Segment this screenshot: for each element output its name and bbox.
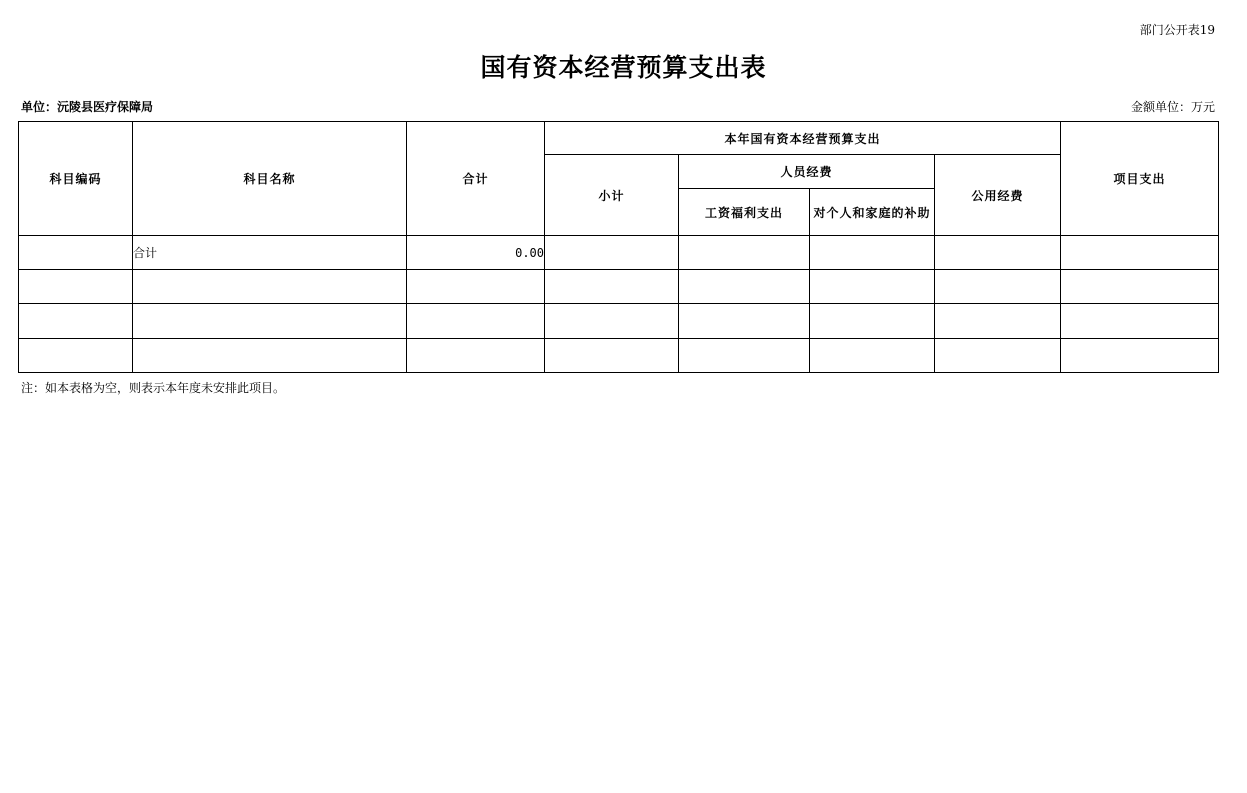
cell-subsidies [810, 304, 935, 339]
cell-code [19, 270, 133, 304]
cell-code [19, 304, 133, 339]
cell-name [133, 339, 407, 373]
header-public-expenses: 公用经费 [935, 155, 1061, 236]
cell-code [19, 339, 133, 373]
cell-total [407, 270, 545, 304]
header-total: 合计 [407, 122, 545, 236]
cell-total: 0.00 [407, 236, 545, 270]
cell-subtotal [545, 270, 679, 304]
cell-wages [679, 236, 810, 270]
cell-code [19, 236, 133, 270]
header-personal-family-subsidies: 对个人和家庭的补助 [810, 189, 935, 236]
table-row [19, 304, 1219, 339]
cell-name [133, 270, 407, 304]
cell-project [1061, 236, 1219, 270]
form-number: 部门公开表19 [1139, 23, 1215, 37]
header-personnel-expenses: 人员经费 [679, 155, 935, 189]
header-project-expenditure: 项目支出 [1061, 122, 1219, 236]
cell-subtotal [545, 236, 679, 270]
header-subtotal: 小计 [545, 155, 679, 236]
cell-public [935, 270, 1061, 304]
cell-name: 合计 [133, 236, 407, 270]
cell-public [935, 339, 1061, 373]
cell-subtotal [545, 304, 679, 339]
cell-project [1061, 270, 1219, 304]
cell-total [407, 304, 545, 339]
header-wages-welfare: 工资福利支出 [679, 189, 810, 236]
unit-label: 单位：沅陵县医疗保障局 [21, 100, 154, 114]
budget-expenditure-table [18, 121, 1219, 373]
cell-subtotal [545, 339, 679, 373]
amount-unit-label: 金额单位：万元 [1130, 100, 1215, 114]
footnote: 注：如本表格为空，则表示本年度未安排此项目。 [21, 381, 286, 395]
cell-subsidies [810, 339, 935, 373]
cell-public [935, 304, 1061, 339]
table-row [19, 339, 1219, 373]
cell-public [935, 236, 1061, 270]
cell-wages [679, 339, 810, 373]
cell-subsidies [810, 270, 935, 304]
header-current-year-expenditure: 本年国有资本经营预算支出 [545, 122, 1061, 155]
cell-project [1061, 339, 1219, 373]
cell-name [133, 304, 407, 339]
table-row [19, 270, 1219, 304]
cell-total [407, 339, 545, 373]
cell-project [1061, 304, 1219, 339]
cell-subsidies [810, 236, 935, 270]
page-title: 国有资本经营预算支出表 [480, 53, 767, 82]
table-row [19, 236, 1219, 270]
header-code: 科目编码 [19, 122, 133, 236]
header-name: 科目名称 [133, 122, 407, 236]
cell-wages [679, 304, 810, 339]
cell-wages [679, 270, 810, 304]
